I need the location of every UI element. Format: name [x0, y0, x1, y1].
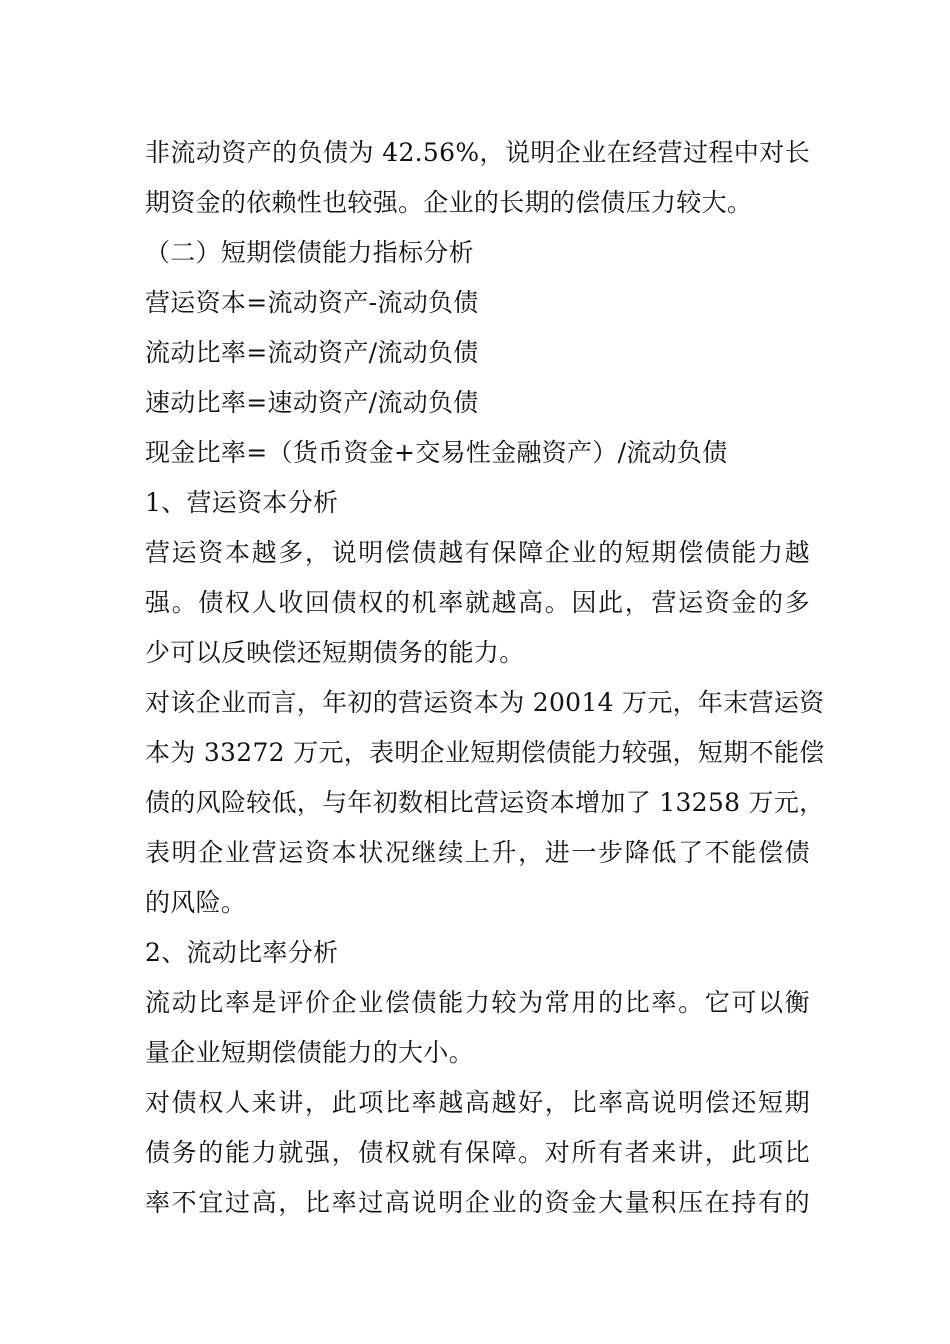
- document-page: [145, 128, 825, 1228]
- section-heading: （二）短期偿债能力指标分析: [145, 238, 474, 267]
- paragraph-line: 强。债权人收回债权的机率就越高。因此，营运资金的多: [145, 588, 810, 617]
- paragraph-line: 流动比率是评价企业偿债能力较为常用的比率。它可以衡: [145, 988, 810, 1017]
- paragraph-line: 率不宜过高，比率过高说明企业的资金大量积压在持有的: [145, 1188, 810, 1217]
- paragraph-line: 债的风险较低，与年初数相比营运资本增加了 13258 万元，: [145, 788, 825, 817]
- paragraph-line: 非流动资产的负债为 42.56%，说明企业在经营过程中对长: [145, 138, 810, 167]
- subsection-heading-working-capital: 1、营运资本分析: [145, 488, 339, 517]
- formula-quick-ratio: 速动比率=速动资产/流动负债: [145, 388, 479, 417]
- paragraph-line: 债务的能力就强，债权就有保障。对所有者来讲，此项比: [145, 1138, 810, 1167]
- paragraph-line: 表明企业营运资本状况继续上升，进一步降低了不能偿债: [145, 838, 810, 867]
- paragraph-line: 的风险。: [145, 888, 247, 917]
- formula-current-ratio: 流动比率=流动资产/流动负债: [145, 338, 479, 367]
- paragraph-line: 营运资本越多，说明偿债越有保障企业的短期偿债能力越: [145, 538, 810, 567]
- paragraph-line: 对债权人来讲，此项比率越高越好，比率高说明偿还短期: [145, 1088, 810, 1117]
- paragraph-line: 期资金的依赖性也较强。企业的长期的偿债压力较大。: [145, 188, 753, 217]
- subsection-heading-current-ratio: 2、流动比率分析: [145, 938, 339, 967]
- paragraph-line: 少可以反映偿还短期债务的能力。: [145, 638, 525, 667]
- formula-cash-ratio: 现金比率=（货币资金+交易性金融资产）/流动负债: [145, 438, 728, 467]
- paragraph-line: 量企业短期偿债能力的大小。: [145, 1038, 474, 1067]
- paragraph-line: 对该企业而言，年初的营运资本为 20014 万元，年末营运资: [145, 688, 825, 717]
- formula-working-capital: 营运资本=流动资产-流动负债: [145, 288, 479, 317]
- paragraph-line: 本为 33272 万元，表明企业短期偿债能力较强，短期不能偿: [145, 738, 825, 767]
